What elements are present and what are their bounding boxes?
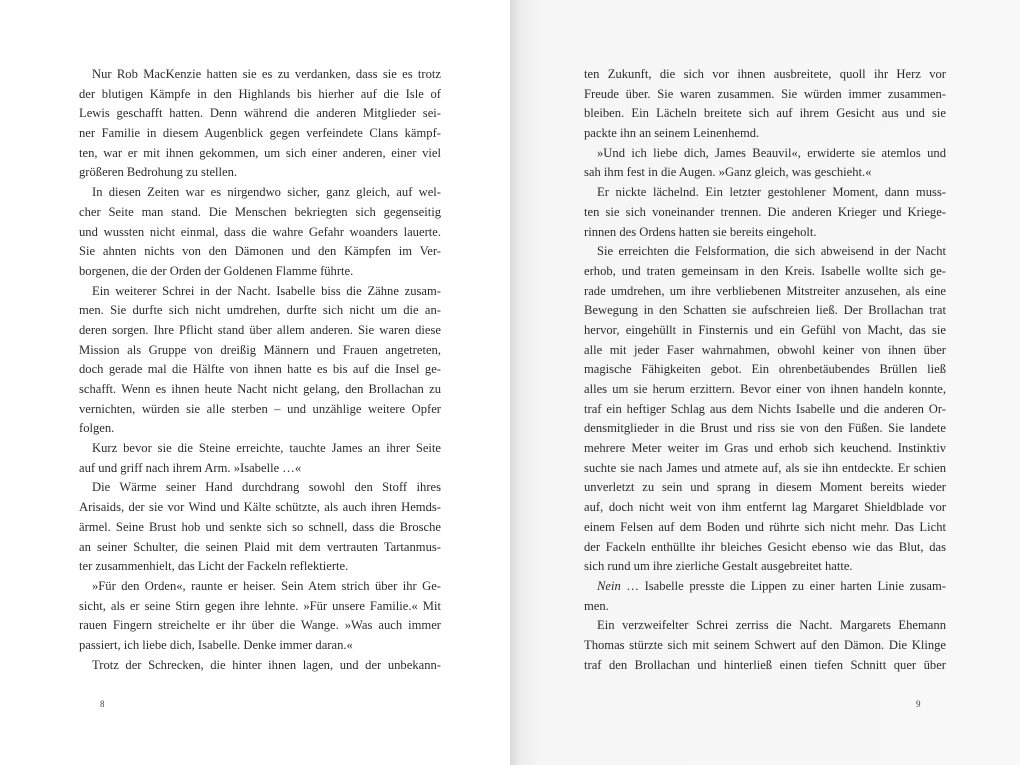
text-line bbox=[584, 538, 946, 558]
line-text: ner Familie in diesem Augenblick gegen verfeindete Clans kämpf- bbox=[79, 126, 441, 141]
line-text: Sie erreichten die Felsformation, die sich abweisend in der Nacht bbox=[597, 244, 946, 259]
line-text: Ein weiterer Schrei in der Nacht. Isabelle biss die Zähne zusam- bbox=[92, 283, 441, 298]
line-text: alle mit jeder Faser wahrnahmen, obwohl keiner von ihnen über bbox=[584, 342, 946, 357]
text-line bbox=[79, 360, 441, 380]
text-line bbox=[79, 656, 441, 676]
text-line bbox=[584, 65, 946, 85]
text-line bbox=[584, 144, 946, 164]
text-line bbox=[584, 636, 946, 656]
text-line bbox=[79, 538, 441, 558]
text-line bbox=[79, 301, 441, 321]
text-line bbox=[79, 616, 441, 636]
line-text: rade umdrehen, um ihre verbliebenen Mitstreiter anzusehen, als eine bbox=[584, 283, 946, 298]
text-line bbox=[584, 282, 946, 302]
text-line bbox=[79, 341, 441, 361]
line-text: deren sorgen. Ihre Pflicht stand über allem anderen. Sie waren diese bbox=[79, 322, 441, 337]
text-line bbox=[79, 262, 441, 282]
text-line bbox=[79, 380, 441, 400]
line-text: traf ein heftiger Schlag aus dem Nichts Isabelle und die anderen Or- bbox=[584, 401, 946, 416]
text-line bbox=[584, 321, 946, 341]
text-line bbox=[79, 459, 441, 479]
text-line bbox=[79, 144, 441, 164]
text-line bbox=[584, 341, 946, 361]
line-text: rauen Fingern streichelte er ihr über die Wange. »Was auch immer bbox=[79, 618, 441, 633]
text-line bbox=[79, 439, 441, 459]
text-line bbox=[584, 380, 946, 400]
text-line bbox=[79, 400, 441, 420]
line-text: doch gerade mal die Hälfte von ihnen hatte es bis auf die Insel ge- bbox=[79, 362, 441, 377]
line-text: Er nickte lächelnd. Ein letzter gestohlener Moment, dann muss- bbox=[597, 185, 946, 200]
text-line bbox=[584, 163, 946, 183]
line-text: einem Felsen auf dem Boden und rührte sich nicht mehr. Das Licht bbox=[584, 519, 946, 534]
text-line bbox=[584, 301, 946, 321]
text-line bbox=[584, 439, 946, 459]
line-text: ten, war er mit ihnen gekommen, um sich einer anderen, einer viel bbox=[79, 145, 441, 160]
line-text: men. Sie durfte sich nicht umdrehen, durfte sich nicht um die an- bbox=[79, 303, 441, 318]
line-text: hervor, eingehüllt in Finsternis und ein Gefühl von Macht, das sie bbox=[584, 322, 946, 337]
line-text: »Für den Orden«, raunte er heiser. Sein Atem strich über ihr Ge- bbox=[92, 578, 441, 593]
text-line bbox=[79, 321, 441, 341]
line-text: und wussten nicht einmal, dass die wahre Gefahr woanders lauerte. bbox=[79, 224, 441, 239]
right-page-text bbox=[584, 65, 946, 675]
line-text: Bewegung in den Schatten sie aufschreien ließ. Der Brollachan trat bbox=[584, 303, 946, 318]
text-line bbox=[79, 419, 441, 439]
text-line bbox=[79, 498, 441, 518]
text-line bbox=[79, 183, 441, 203]
text-line bbox=[584, 656, 946, 676]
text-line bbox=[79, 223, 441, 243]
line-text: der blutigen Kämpfe in den Highlands bis hierher auf die Isle of bbox=[79, 86, 441, 101]
text-line bbox=[79, 104, 441, 124]
line-text: ten Zukunft, die sich vor ihnen ausbreitete, quoll ihr Herz vor bbox=[584, 67, 946, 81]
line-text: Ein verzweifelter Schrei zerriss die Nacht. Margarets Ehemann bbox=[597, 618, 946, 633]
line-text: größeren Bedrohung zu stellen. bbox=[79, 165, 238, 180]
line-text: men. bbox=[584, 598, 609, 613]
text-line bbox=[584, 498, 946, 518]
text-line bbox=[79, 65, 441, 85]
line-text: densmitglieder in die Brust und riss sie von den Füßen. Sie landete bbox=[584, 421, 946, 436]
text-line bbox=[584, 183, 946, 203]
line-text: Freude über. Sie waren zusammen. Sie würden immer zusammen- bbox=[584, 86, 946, 101]
line-text: packte ihn an seinem Leinenhemd. bbox=[584, 126, 760, 141]
text-line bbox=[584, 597, 946, 617]
line-text: an seiner Schulter, die seinen Plaid mit dem vertrauten Tartanmus- bbox=[79, 539, 441, 554]
line-text: auf, doch nicht weit von ihm entfernt lag Margaret Shieldblade vor bbox=[584, 500, 946, 515]
line-text: alles um sie herum erzittern. Bevor einer von ihnen handeln konnte, bbox=[584, 382, 946, 396]
text-line bbox=[584, 419, 946, 439]
line-text: ter zusammenhielt, das Licht der Fackeln reflektierte. bbox=[79, 559, 349, 574]
text-line bbox=[79, 85, 441, 105]
text-line bbox=[584, 557, 946, 577]
line-text: Nur Rob MacKenzie hatten sie es zu verdanken, dass sie es trotz bbox=[92, 67, 441, 81]
line-text: bleiben. Ein Lächeln breitete sich auf ihrem Gesicht aus und sie bbox=[584, 106, 946, 121]
text-line bbox=[79, 478, 441, 498]
text-line bbox=[584, 478, 946, 498]
text-line bbox=[584, 85, 946, 105]
italic-word: Nein bbox=[597, 578, 621, 593]
line-text: borgenen, die der Orden der Goldenen Flamme führte. bbox=[79, 263, 354, 278]
line-text: Mission als Gruppe von dreißig Männern und Frauen angetreten, bbox=[79, 342, 441, 357]
line-text: »Und ich liebe dich, James Beauvil«, erwiderte sie atemlos und bbox=[597, 145, 946, 160]
line-text: cher Seite man stand. Die Menschen bekriegten sich gegenseitig bbox=[79, 204, 441, 219]
line-text: sah ihm fest in die Augen. »Ganz gleich, was geschieht.« bbox=[584, 165, 872, 180]
line-text: sicht, als er seine Stirn gegen ihre lehnte. »Für unsere Familie.« Mit bbox=[79, 598, 441, 613]
line-text: folgen. bbox=[79, 421, 115, 436]
text-line bbox=[79, 124, 441, 144]
line-text: schafft. Wenn es ihnen heute Nacht nicht gelang, den Brollachan zu bbox=[79, 382, 441, 396]
text-line bbox=[584, 262, 946, 282]
line-text: In diesen Zeiten war es nirgendwo sicher, ganz gleich, auf wel- bbox=[92, 185, 441, 200]
text-line bbox=[79, 557, 441, 577]
left-page-text bbox=[79, 65, 441, 675]
left-page-number: 8 bbox=[100, 699, 105, 709]
line-text: mehrere Meter weiter im Gras und erhob sich keuchend. Instinktiv bbox=[584, 441, 946, 456]
text-line bbox=[584, 577, 946, 597]
text-line bbox=[584, 459, 946, 479]
line-text: … Isabelle presste die Lippen zu einer harten Linie zusam- bbox=[620, 578, 946, 593]
line-text: ten sie sich voneinander trennen. Die anderen Krieger und Kriege- bbox=[584, 204, 946, 219]
text-line bbox=[79, 597, 441, 617]
line-text: Kurz bevor sie die Steine erreichte, tauchte James an ihrer Seite bbox=[92, 441, 441, 456]
text-line bbox=[79, 518, 441, 538]
line-text: Thomas stürzte sich mit seinem Schwert auf den Dämon. Die Klinge bbox=[584, 637, 946, 652]
line-text: unverletzt zu sein und sprang in diesem Moment bereits wieder bbox=[584, 480, 946, 495]
text-line bbox=[79, 203, 441, 223]
line-text: auf und griff nach ihrem Arm. »Isabelle …« bbox=[79, 460, 302, 475]
text-line bbox=[584, 400, 946, 420]
line-text: Lewis geschafft hatten. Denn während die anderen Mitglieder sei- bbox=[79, 106, 441, 121]
text-line bbox=[79, 163, 441, 183]
line-text: rinnen des Ordens hatten sie bereits eingeholt. bbox=[584, 224, 817, 239]
text-line bbox=[584, 223, 946, 243]
line-text: erhob, und traten gemeinsam in den Kreis. Isabelle wollte sich ge- bbox=[584, 263, 946, 278]
line-text: Die Wärme seiner Hand durchdrang sowohl den Stoff ihres bbox=[92, 480, 441, 495]
text-line bbox=[79, 282, 441, 302]
line-text: passiert, ich liebe dich, Isabelle. Denke immer daran.« bbox=[79, 637, 353, 652]
right-page-number: 9 bbox=[916, 699, 921, 709]
text-line bbox=[79, 242, 441, 262]
text-line bbox=[584, 616, 946, 636]
text-line bbox=[584, 360, 946, 380]
text-line bbox=[79, 577, 441, 597]
text-line bbox=[584, 203, 946, 223]
line-text: Sie ahnten nichts von den Dämonen und den Kämpfen im Ver- bbox=[79, 244, 441, 259]
line-text: der Fackeln enthüllte ihr bleiches Gesicht ebenso wie das Blut, das bbox=[584, 539, 946, 554]
text-line bbox=[584, 124, 946, 144]
text-line bbox=[584, 518, 946, 538]
line-text: sich rund um ihre zierliche Gestalt ausgebreitet hatte. bbox=[584, 559, 853, 574]
line-text: traf den Brollachan und hinterließ einen tiefen Schnitt quer über bbox=[584, 657, 946, 672]
line-text: Arisaids, der sie vor Wind und Kälte schützte, als auch ihren Hemds- bbox=[79, 500, 441, 515]
text-line bbox=[584, 104, 946, 124]
line-text: vernichten, würden sie alle sterben – und unzählige weitere Opfer bbox=[79, 401, 441, 416]
line-text: suchte sie nach James und atmete auf, als sie ihn entdeckte. Er schien bbox=[584, 460, 946, 475]
line-text: magische Fähigkeiten gebot. Ein ohrenbetäubendes Brüllen ließ bbox=[584, 362, 946, 377]
line-text: Trotz der Schrecken, die hinter ihnen lagen, und der unbekann- bbox=[92, 657, 441, 672]
right-page bbox=[510, 0, 1020, 765]
text-line bbox=[584, 242, 946, 262]
line-text: ärmel. Seine Brust hob und senkte sich so schnell, dass die Brosche bbox=[79, 519, 441, 534]
text-line bbox=[79, 636, 441, 656]
